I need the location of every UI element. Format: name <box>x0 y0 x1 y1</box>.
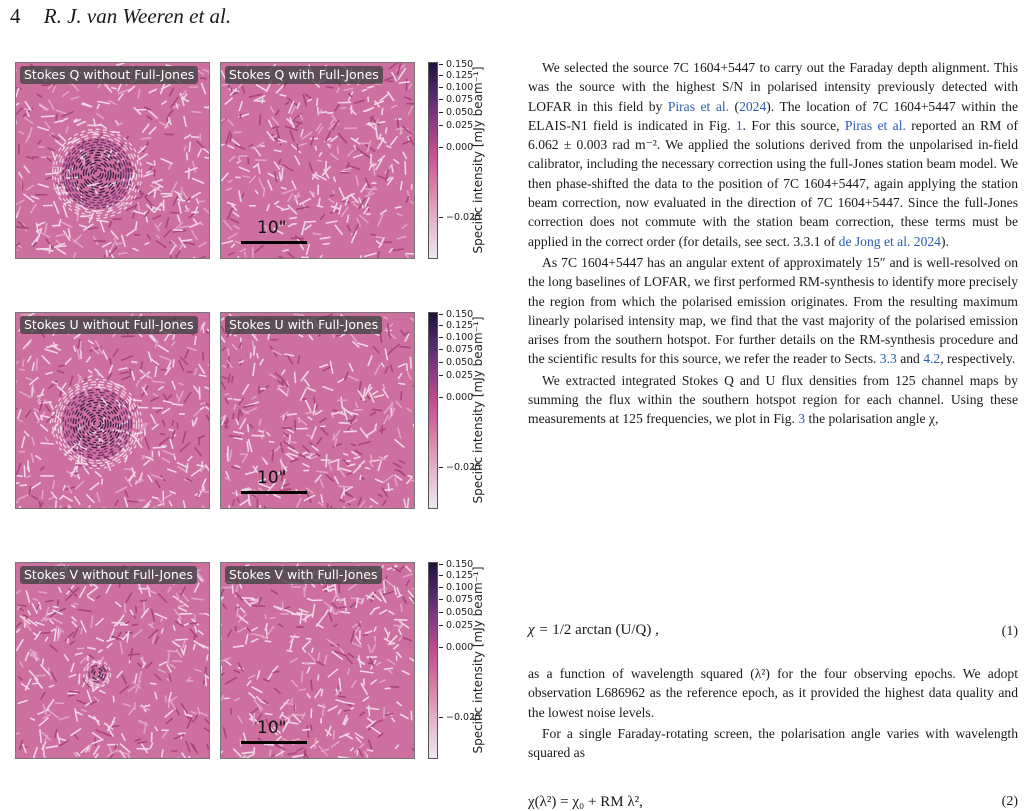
stokes-panel-1-right <box>220 62 415 259</box>
body-text <box>528 58 1018 429</box>
colorbar-tick: 0.025 <box>439 620 473 631</box>
stokes-panel-3-right <box>220 562 415 759</box>
colorbar-tick: 0.050 <box>439 607 473 618</box>
colorbar-tick: 0.000 <box>439 642 473 653</box>
colorbar-gradient <box>428 62 438 259</box>
colorbar-tick: 0.100 <box>439 332 473 343</box>
scale-bar-label: 10" <box>257 218 286 238</box>
citation-piras-1[interactable]: Piras et al. <box>668 99 729 114</box>
equation-2: χ(λ²) = χ₀ + RM λ², <box>528 794 643 811</box>
section-ref-4-2[interactable]: 4.2 <box>923 351 940 366</box>
colorbar-tick: 0.050 <box>439 357 473 368</box>
panel-label: Stokes V with Full-Jones <box>225 566 382 584</box>
colorbar-tick: 0.150 <box>439 309 473 320</box>
colorbar-tick: 0.125 <box>439 70 473 81</box>
colorbar-tick: 0.100 <box>439 82 473 93</box>
panel-label: Stokes U with Full-Jones <box>225 316 382 334</box>
stokes-panel-2-right <box>220 312 415 509</box>
colorbar-tick: 0.150 <box>439 559 473 570</box>
equation-1: χ = 1/2 arctan (U/Q) , <box>528 622 659 639</box>
scale-bar <box>241 241 307 244</box>
paragraph-2: As 7C 1604+5447 has an angular extent of approximately 15″ and is well-resolved on the long baselines of LOFAR, we first performed RM-synthesis to identify more precisely the region from which the polarised emission originates. From the resulting maximum linearly polarised intensity map, we find that the vast majority of the polarised emission arises from the southern hotspot. For further details on the RM-synthesis procedure and the scientific results for this source, we refer the reader to Sects. 3.3 and 4.2, respectively. <box>528 253 1018 369</box>
paragraph-3: We extracted integrated Stokes Q and U flux densities from 125 channel maps by summing the flux within the southern hotspot region for each channel. Using these measurements at 125 frequencies, we plot in Fig. 3 the polarisation angle χ, <box>528 371 1018 429</box>
colorbar-gradient <box>428 312 438 509</box>
colorbar-tick: 0.025 <box>439 120 473 131</box>
colorbar-tick: −0.025 <box>439 462 481 473</box>
colorbar-tick: 0.075 <box>439 94 473 105</box>
equation-1-number: (1) <box>1002 624 1018 640</box>
colorbar-tick: 0.000 <box>439 392 473 403</box>
stokes-panel-3-left <box>15 562 210 759</box>
figure-ref-1[interactable]: 1 <box>736 118 743 133</box>
colorbar-tick: 0.075 <box>439 594 473 605</box>
citation-piras-2[interactable]: Piras et al. <box>845 118 906 133</box>
panel-label: Stokes U without Full-Jones <box>20 316 198 334</box>
panel-label: Stokes Q without Full-Jones <box>20 66 198 84</box>
page-header <box>10 4 231 29</box>
scale-bar <box>241 491 307 494</box>
colorbar-label: Specific intensity [mJy beam⁻¹] <box>471 566 485 753</box>
colorbar-tick: 0.125 <box>439 570 473 581</box>
section-ref-3-3[interactable]: 3.3 <box>880 351 897 366</box>
colorbar-label: Specific intensity [mJy beam⁻¹] <box>471 66 485 253</box>
stokes-panel-1-left <box>15 62 210 259</box>
citation-piras-year[interactable]: 2024 <box>739 99 766 114</box>
colorbar-tick: −0.025 <box>439 712 481 723</box>
scale-bar-label: 10" <box>257 718 286 738</box>
scale-bar <box>241 741 307 744</box>
colorbar-tick: 0.025 <box>439 370 473 381</box>
page-number: 4 <box>10 4 21 28</box>
equation-2-number: (2) <box>1002 794 1018 810</box>
colorbar-tick: 0.050 <box>439 107 473 118</box>
colorbar-label: Specific intensity [mJy beam⁻¹] <box>471 316 485 503</box>
citation-dejong[interactable]: de Jong et al. 2024 <box>839 234 941 249</box>
colorbar-gradient <box>428 562 438 759</box>
scale-bar-label: 10" <box>257 468 286 488</box>
body-text-2 <box>528 664 1018 762</box>
paragraph-1: We selected the source 7C 1604+5447 to carry out the Faraday depth alignment. This was the source with the highest S/N in polarised intensity previously detected with LOFAR in this field by Piras et al. (2024). The location of 7C 1604+5447 within the ELAIS-N1 field is indicated in Fig. 1. For this source, Piras et al. reported an RM of 6.062 ± 0.003 rad m⁻². We applied the solutions derived from the unpolarised in-field calibrator, including the necessary correction using the full-Jones station beam model. We then phase-shifted the data to the position of 7C 1604+5447, again applying the station beam correction, now evaluated in the direction of 7C 1604+5447. Since the full-Jones correction does not commute with the station beam correction, these terms must be applied in the correct order (for details, see sect. 3.3.1 of de Jong et al. 2024). <box>528 58 1018 251</box>
paragraph-4: as a function of wavelength squared (λ²) for the four observing epochs. We adopt observation L686962 as the reference epoch, as it provided the highest data quality and the lowest noise levels. <box>528 664 1018 722</box>
paragraph-5: For a single Faraday-rotating screen, the polarisation angle varies with wavelength squared as <box>528 724 1018 763</box>
colorbar-tick: 0.125 <box>439 320 473 331</box>
running-authors: R. J. van Weeren et al. <box>44 4 231 28</box>
colorbar-tick: 0.100 <box>439 582 473 593</box>
colorbar-tick: 0.000 <box>439 142 473 153</box>
colorbar-tick: 0.075 <box>439 344 473 355</box>
figure-ref-3[interactable]: 3 <box>798 411 805 426</box>
stokes-panel-2-left <box>15 312 210 509</box>
colorbar-tick: −0.025 <box>439 212 481 223</box>
colorbar-tick: 0.150 <box>439 59 473 70</box>
panel-label: Stokes V without Full-Jones <box>20 566 197 584</box>
panel-label: Stokes Q with Full-Jones <box>225 66 383 84</box>
